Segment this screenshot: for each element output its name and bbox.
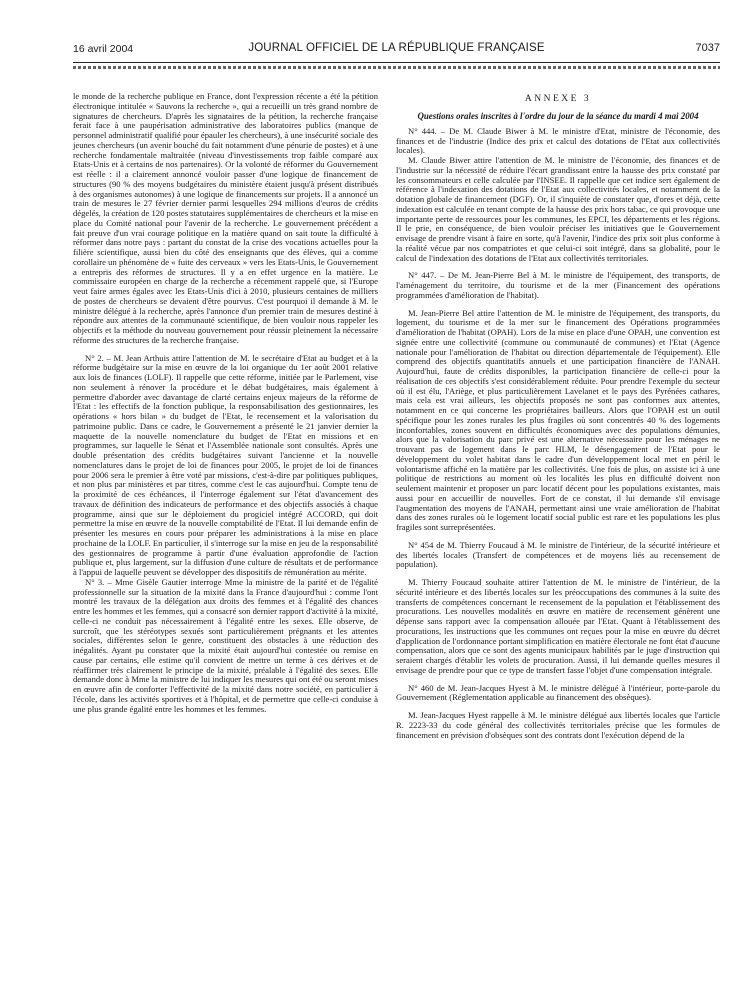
question-paragraph: M. Jean-Pierre Bel attire l'attention de M. le ministre de l'équipement, des transports, du logement, du tourisme et de la mer sur le financement des Opérations programmées d'amélioration de l'habitat (OPAH). Lors de la mise en place d'une OPAH, une convention est signée entre une collectivité (commune ou communauté de communes) et l'Etat (Agence nationale pour l'amélioration de l'habitat ou direction départementale de l'équipement). Elle comprend des objectifs quantitatifs annuels et une participation financière de l'ANAH. Aujourd'hui, faute de crédits disponibles, la participation financière de celle-ci pour la réalisation de ces objectifs s'est considérablement réduite. Pour prendre l'exemple du secteur où il est élu, l'Ariège, et plus particulièrement Lavelanet et le pays des Pyrénées cathares, mais cela est vrai ailleurs, les objectifs proposés ne sont pas conformes aux attentes, notamment en ce qui concerne les propriétaires bailleurs. Alors que l'OPAH est un outil spécifique pour les zones rurales les plus fragiles où sont concentrés 40 % des logements inconfortables, zones souvent en difficultés économiques avec des populations démunies, alors que la valorisation du parc privé est une alternative nécessaire pour les ménages ne trouvant pas de logement dans le parc HLM, le désengagement de l'Etat pour le développement du volet habitat dans le cadre d'un développement local met en péril le volontarisme affiché en la matière par les collectivités. Une fois de plus, on assiste ici à une politique de restrictions au moment où les localités les plus en difficulté doivent non seulement maintenir et proposer un parc locatif décent pour les populations existantes, mais aussi pour en accueillir de nouvelles. Fort de ce constat, il lui demande s'il envisage l'augmentation des moyens de l'ANAH, permettant ainsi une vraie amélioration de l'habitat dans des zones rurales où le logement locatif social public est rare et les populations les plus fragiles sont surreprésentées.: [396, 307, 720, 532]
question-paragraph: N° 2. – M. Jean Arthuis attire l'attention de M. le secrétaire d'Etat au budget et à la réforme budgétaire sur la mise en œuvre de la loi organique du 1er août 2001 relative aux lois de finances (LOLF). Il rappelle que cette réforme, initiée par le Parlement, vise non seulement à rénover la procédure et le débat budgétaires, mais également à permettre d'aborder avec davantage de clarté certains enjeux majeurs de la réforme de l'Etat : les effectifs de la fonction publique, la responsabilisation des gestionnaires, les opérations « hors bilan » du budget de l'Etat, le recensement et la valorisation du patrimoine public. Dans ce cadre, le Gouvernement a présenté le 21 janvier dernier la maquette de la nouvelle nomenclature du budget de l'Etat en missions et en programmes, sur laquelle le Sénat et l'Assemblée nationale sont consultés. Après une double présentation des crédits budgétaires suivant l'ancienne et la nouvelle nomenclatures dans le projet de loi de finances pour 2005, le projet de loi de finances pour 2006 sera le premier à être voté par missions, c'est-à-dire par politiques publiques, et non plus par ministères et par titres, comme c'est le cas aujourd'hui. Compte tenu de la proximité de ces échéances, il l'interroge également sur l'état d'avancement des travaux de définition des indicateurs de performance et des objectifs associés à chaque programme, ainsi que sur le déploiement du progiciel intégré ACCORD, qui doit permettre la mise en œuvre de la nouvelle comptabilité de l'Etat. Il lui demande enfin de présenter les mesures en cours pour préparer les administrations à la mise en place prochaine de la LOLF. En particulier, il s'interroge sur la mise en jeu de la responsabilité des gestionnaires de programme à partir d'une évaluation approfondie de l'action publique et, plus largement, sur la diffusion d'une culture de résultats et de performance à l'appui de laquelle peuvent se développer des dispositifs de rémunération au mérite.: [73, 352, 378, 577]
right-column: [396, 95, 720, 740]
questions-title: Questions orales inscrites à l'ordre du jour de la séance du mardi 4 mai 2004: [417, 110, 699, 121]
left-column: [73, 92, 378, 714]
question-paragraph: M. Jean-Jacques Hyest rappelle à M. le ministre délégué aux libertés locales que l'article R. 2223-33 du code général des collectivités territoriales précise que les formules de financement en prévision d'obsèques sont des contrats dont l'exécution dépend de la: [396, 710, 720, 740]
header-title: JOURNAL OFFICIEL DE LA RÉPUBLIQUE FRANÇAISE: [248, 42, 545, 54]
question-heading: N° 447. – De M. Jean-Pierre Bel à M. le ministre de l'équipement, des transports, de l'aménagement du territoire, du tourisme et de la mer (Financement des opérations programmées d'amélioration de l'habitat).: [396, 270, 720, 300]
header-rule: [73, 62, 720, 63]
question-heading: N° 454 de M. Thierry Foucaud à M. le ministre de l'intérieur, de la sécurité intérieure et des libertés locales (Transfert de compétences et de moyens liés au recensement de population).: [396, 539, 720, 570]
page-header: [73, 41, 720, 57]
header-page-number: 7037: [695, 42, 720, 54]
question-heading: N° 460 de M. Jean-Jacques Hyest à M. le ministre délégué à l'intérieur, porte-parole du Gouvernement (Réglementation applicable au financement des obsèques).: [396, 682, 720, 703]
question-paragraph: M. Thierry Foucaud souhaite attirer l'attention de M. le ministre de l'intérieur, de la sécurité intérieure et des libertés locales sur les préoccupations des communes à la suite des transferts de compétences concernant le recensement de la population et l'établissement des procurations. Les nouvelles modalités en œuvre en matière de recensement génèrent une dépense sans rapport avec la compensation allouée par l'Etat. Quant à l'établissement des procurations, les instructions que les communes ont reçues pour la mise en œuvre du décret d'application de l'ordonnance portant simplification en matière électorale ne font état d'aucune compensation, alors que ce sont des agents municipaux habilités par le juge d'instruction qui seraient chargés d'établir les volets de procuration. Aussi, il lui demande quelles mesures il envisage de prendre pour que ce type de transfert fasse l'objet d'une compensation intégrale.: [396, 577, 720, 675]
header-date: 16 avril 2004: [73, 43, 134, 55]
question-paragraph: M. Claude Biwer attire l'attention de M. le ministre de l'économie, des finances et de l'industrie sur la nécessité de réduire l'écart grandissant entre la hausse des prix constaté par les consommateurs et celle calculée par l'INSEE. Il rappelle que cet indice sert également de référence à l'indexation des dotations de l'Etat aux collectivités locales, et notamment de la dotation globale de financement (DGF). Or, il s'inquiète de constater que, d'ores et déjà, cette indexation est calculée en tenant compte de la hausse des prix hors tabac, ce qui provoque une importante perte de ressources pour les communes, les EPCI, les départements et les régions. Il le prie, en conséquence, de bien vouloir préciser les initiatives que le Gouvernement envisage de prendre visant à faire en sorte, qu'à l'avenir, l'indice des prix soit plus conforme à la réalité vécue par nos compatriotes et que celui-ci soit intégré, dans sa globalité, pour le calcul de l'indexation des dotations de l'Etat aux collectivités territoriales.: [396, 155, 720, 263]
paragraph: le monde de la recherche publique en France, dont l'expression récente a été la pétition électronique intitulée « Sauvons la recherche », qui a recueilli un très grand nombre de signatures de chercheurs. D'après les signataires de la pétition, la recherche française ferait face à une paupérisation administrative des laboratoires publics (manque de personnel administratif qualifié pour épauler les chercheurs), à une insécurité sociale des jeunes chercheurs (un avenir bouché du fait notamment d'une pénurie de postes) et à une recherche fondamentale maltraitée (niveau d'investissements trop faible comparé aux Etats-Unis et à certains de nos partenaires). Or la volonté de réformer du Gouvernement est réelle : il a clairement annoncé vouloir passer d'une logique de financement de structures (90 % des moyens budgétaires du ministère étaient jusqu'à présent distribués à des organismes autonomes) à une logique de financements sur projets. Il a annoncé un train de mesures le 27 février dernier parmi lesquelles 294 millions d'euros de crédits dégelés, la création de 120 postes statutaires supplémentaires de chercheurs et la mise en place du Comité national pour l'avenir de la recherche. Le gouvernement précédent a fait preuve d'un vrai courage politique en la matière quand on sait toute la difficulté à réformer dans notre pays : partant du constat de la crise des vocations actuelles pour la filière scientifique, aussi bien du côté des enseignants que des élèves, qui a comme corollaire un phénomène de « fuite des cerveaux » vers les Etats-Unis, le Gouvernement a entrepris des réformes de structures. Il y a en effet urgence en la matière. Le commissaire européen en charge de la recherche a récemment rappelé que, si l'Europe veut faire armes égales avec les Etats-Unis d'ici à 2010, plusieurs centaines de milliers de postes de chercheurs se devaient d'être pourvus. C'est pourquoi il demande à M. le ministre délégué à la recherche, après l'annonce d'un premier train de mesures destiné à répondre aux attentes de la communauté scientifique, de bien vouloir nous rappeler les objectifs et la méthode du nouveau gouvernement pour réussir pleinement la nécessaire réforme des structures de la recherche française.: [73, 91, 378, 345]
annexe-title: ANNEXE 3: [524, 94, 592, 104]
question-heading: N° 444. – De M. Claude Biwer à M. le ministre d'Etat, ministre de l'économie, des finances et de l'industrie (Indice des prix et calcul des dotations de l'Etat aux collectivités locales).: [396, 125, 720, 156]
question-paragraph: N° 3. – Mme Gisèle Gautier interroge Mme la ministre de la parité et de l'égalité professionnelle sur la situation de la mixité dans la France d'aujourd'hui : comme l'ont montré les travaux de la délégation aux droits des femmes et à l'égalité des chances entre les hommes et les femmes, qui a consacré son dernier rapport d'activité à la mixité, celle-ci ne conduit pas nécessairement à l'égalité entre les sexes. Elle observe, de surcroît, que les stéréotypes sexués sont particulièrement prégnants et les attentes sociales, différentes selon le genre, constituent des obstacles à une réduction des inégalités. Ayant pu constater que la mixité était aujourd'hui contestée ou remise en cause par certains, elle estime qu'il convient de mettre un terme à ces dérives et de réaffirmer très clairement le principe de la mixité, préalable à l'égalité des sexes. Elle demande donc à Mme la ministre de lui indiquer les mesures qui ont été ou seront mises en œuvre afin de conforter l'effectivité de la mixité dans notre société, en particulier à l'école, dans les activités sportives et à l'hôpital, et de permettre que celle-ci conduise à une plus grande égalité entre les hommes et les femmes.: [73, 576, 378, 714]
header-decorative-rule: [73, 66, 720, 69]
